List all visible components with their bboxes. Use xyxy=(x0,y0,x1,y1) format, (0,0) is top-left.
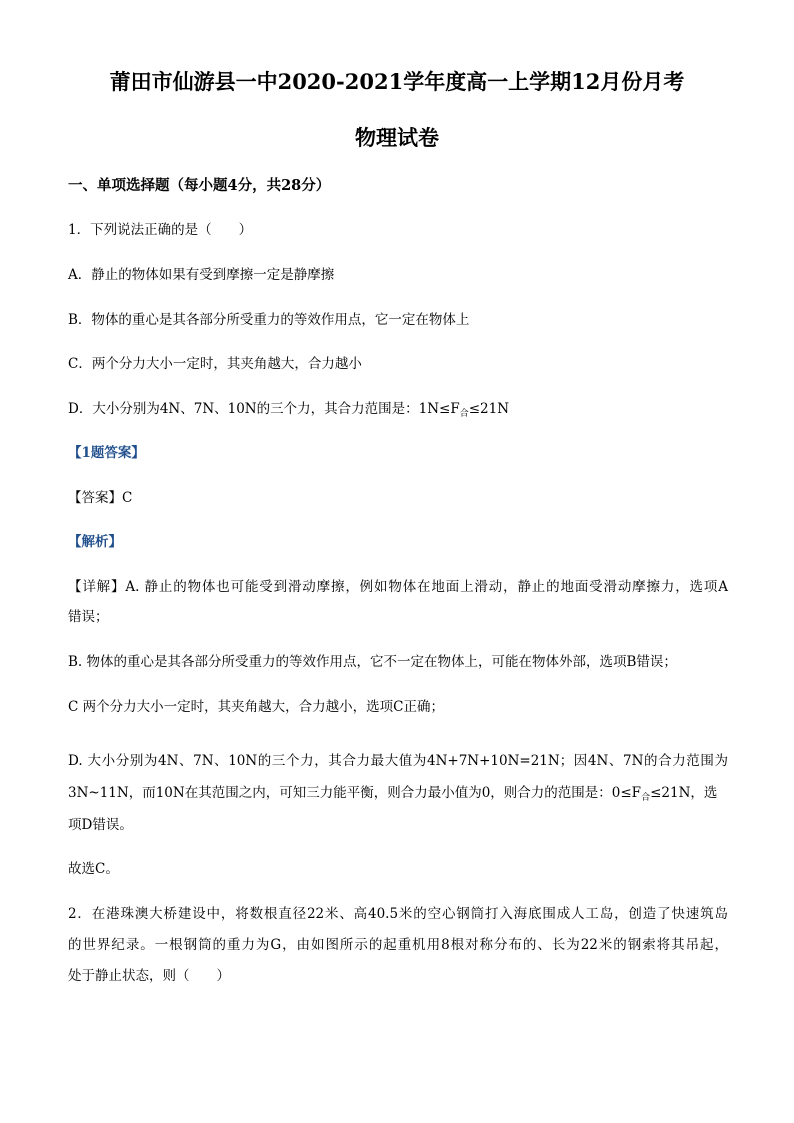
question-2-line-2: 的世界纪录。一根钢筒的重力为G，由如图所示的起重机用8根对称分布的、长为22米的钢索将其吊起， xyxy=(68,937,728,953)
option-d-text: D．大小分别为4N、7N、10N的三个力，其合力范围是：1N≤F xyxy=(68,401,460,417)
question-1-option-b: B．物体的重心是其各部分所受重力的等效作用点，它一定在物体上 xyxy=(68,312,470,328)
detail-d-line-2 xyxy=(68,783,717,808)
detail-d-text-end: ≤21N，选 xyxy=(650,785,718,801)
option-d-subscript: 合 xyxy=(459,409,469,419)
exam-subtitle: 物理试卷 xyxy=(355,125,439,150)
answer-label: 【1题答案】 xyxy=(68,445,145,461)
detail-b: B. 物体的重心是其各部分所受重力的等效作用点，它不一定在物体上，可能在物体外部，选项B错误； xyxy=(68,654,677,670)
detail-a-line-2: 错误； xyxy=(68,609,109,625)
analysis-label: 【解析】 xyxy=(68,534,122,550)
question-1-stem: 1．下列说法正确的是（ ） xyxy=(68,222,253,238)
option-d-text-end: ≤21N xyxy=(468,401,510,417)
detail-d-line-1: D. 大小分别为4N、7N、10N的三个力，其合力最大值为4N+7N+10N=21N；因4N、7N的合力范围为 xyxy=(68,753,728,769)
answer-line: 【答案】C xyxy=(68,490,133,506)
exam-title: 莆田市仙游县一中2020-2021学年度高一上学期12月份月考 xyxy=(109,69,685,94)
question-1-option-a: A．静止的物体如果有受到摩擦一定是静摩擦 xyxy=(68,267,335,283)
detail-d-line-3: 项D错误。 xyxy=(68,817,133,833)
detail-c: C 两个分力大小一定时，其夹角越大，合力越小，选项C正确； xyxy=(68,699,444,715)
detail-a-line-1: 【详解】A. 静止的物体也可能受到滑动摩擦，例如物体在地面上滑动，静止的地面受滑动摩擦力，选项A xyxy=(68,579,728,595)
question-2-line-3: 处于静止状态，则（ ） xyxy=(68,968,230,984)
detail-d-subscript: 合 xyxy=(641,793,651,803)
question-1-option-c: C．两个分力大小一定时，其夹角越大，合力越小 xyxy=(68,356,362,372)
question-1-option-d xyxy=(68,399,509,424)
question-2-line-1: 2．在港珠澳大桥建设中，将数根直径22米、高40.5米的空心钢筒打入海底围成人工岛，创造了快速筑岛 xyxy=(68,906,728,922)
detail-d-text: 3N~11N，而10N在其范围之内，可知三力能平衡，则合力最小值为0，则合力的范围是：0≤F xyxy=(68,785,642,801)
conclusion: 故选C。 xyxy=(68,861,119,877)
section-heading-single-choice: 一、单项选择题（每小题4分，共28分） xyxy=(68,177,331,194)
